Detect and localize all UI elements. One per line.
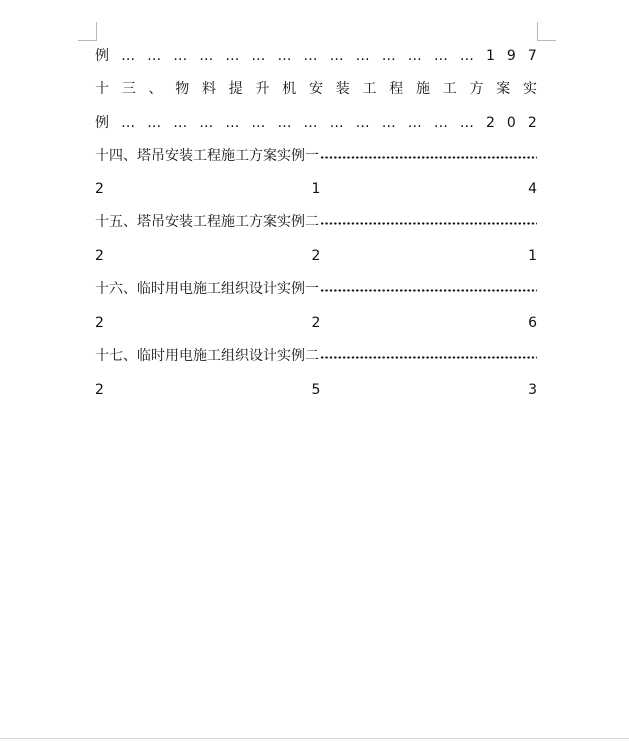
toc-char: 机 xyxy=(282,81,297,97)
toc-entry-title: 十七、临时用电施工组织设计实例二 xyxy=(95,348,319,364)
page-digit: 0 xyxy=(506,115,516,131)
toc-char: 、 xyxy=(148,81,163,97)
page-digit: 6 xyxy=(528,315,537,331)
toc-char: 工 xyxy=(442,81,457,97)
page-digit: 4 xyxy=(528,181,537,197)
toc-entry-14[interactable] xyxy=(95,146,537,166)
toc-char: 升 xyxy=(255,81,270,97)
toc-char: 案 xyxy=(496,81,511,97)
leader-dots xyxy=(320,289,537,292)
leader-dots: … xyxy=(277,115,292,131)
page-digit: 2 xyxy=(485,115,495,131)
leader-dots: … xyxy=(199,115,214,131)
toc-char: 提 xyxy=(228,81,243,97)
page-digit: 2 xyxy=(95,248,104,264)
leader-dots xyxy=(320,222,537,225)
leader-dots xyxy=(320,156,537,159)
toc-line-1 xyxy=(95,46,537,66)
toc-char: 料 xyxy=(202,81,216,97)
leader-dots: … xyxy=(121,48,136,64)
leader-dots: … xyxy=(277,48,292,64)
leader-dots: … xyxy=(173,115,188,131)
page-digit: 1 xyxy=(485,48,495,64)
leader-dots: … xyxy=(303,48,318,64)
toc-line-2 xyxy=(95,79,537,99)
toc-char: 装 xyxy=(335,81,350,97)
margin-marker-top-left xyxy=(78,22,97,41)
toc-line-3 xyxy=(95,113,537,133)
leader-dots: … xyxy=(147,115,162,131)
page-digit: 9 xyxy=(506,48,516,64)
toc-entry-17[interactable] xyxy=(95,346,537,366)
leader-dots: … xyxy=(225,115,240,131)
toc-char: 例 xyxy=(95,48,109,64)
toc-char: 实 xyxy=(523,81,537,97)
page-digit: 5 xyxy=(311,382,321,398)
leader-dots: … xyxy=(147,48,162,64)
toc-char: 施 xyxy=(416,81,430,97)
toc-entry-15-page xyxy=(95,246,537,266)
toc-entry-title: 十六、临时用电施工组织设计实例一 xyxy=(95,281,319,297)
toc-char: 例 xyxy=(95,115,109,131)
toc-char: 十 xyxy=(95,81,109,97)
leader-dots: … xyxy=(459,115,474,131)
leader-dots: … xyxy=(329,48,344,64)
page-digit: 2 xyxy=(311,315,321,331)
leader-dots: … xyxy=(199,48,214,64)
toc-char: 物 xyxy=(175,81,190,97)
toc-entry-title: 十四、塔吊安装工程施工方案实例一 xyxy=(95,148,319,164)
page-bottom-divider xyxy=(0,738,629,739)
page-digit: 7 xyxy=(527,48,537,64)
toc-char: 程 xyxy=(389,81,404,97)
toc-entry-16-page xyxy=(95,313,537,333)
leader-dots: … xyxy=(433,115,448,131)
leader-dots: … xyxy=(251,48,266,64)
leader-dots: … xyxy=(173,48,188,64)
toc-char: 安 xyxy=(309,81,323,97)
leader-dots: … xyxy=(459,48,474,64)
page-digit: 2 xyxy=(527,115,537,131)
toc-char: 方 xyxy=(469,81,484,97)
leader-dots: … xyxy=(355,48,370,64)
margin-marker-top-right xyxy=(537,22,556,41)
leader-dots: … xyxy=(407,115,422,131)
leader-dots: … xyxy=(121,115,136,131)
page-digit: 2 xyxy=(95,315,104,331)
toc-entry-15[interactable] xyxy=(95,212,537,232)
leader-dots xyxy=(320,356,537,359)
page-digit: 2 xyxy=(95,382,104,398)
toc-entry-17-page xyxy=(95,380,537,400)
leader-dots: … xyxy=(225,48,240,64)
toc-entry-16[interactable] xyxy=(95,279,537,299)
leader-dots: … xyxy=(381,48,396,64)
toc-char: 三 xyxy=(121,81,136,97)
leader-dots: … xyxy=(433,48,448,64)
page-digit: 1 xyxy=(528,248,537,264)
toc-entry-title: 十五、塔吊安装工程施工方案实例二 xyxy=(95,214,319,230)
leader-dots: … xyxy=(355,115,370,131)
leader-dots: … xyxy=(407,48,422,64)
leader-dots: … xyxy=(381,115,396,131)
page-digit: 3 xyxy=(528,382,537,398)
toc-entry-14-page xyxy=(95,179,537,199)
page-digit: 2 xyxy=(311,248,321,264)
toc-char: 工 xyxy=(362,81,377,97)
page-digit: 1 xyxy=(311,181,321,197)
leader-dots: … xyxy=(251,115,266,131)
leader-dots: … xyxy=(303,115,318,131)
leader-dots: … xyxy=(329,115,344,131)
page-digit: 2 xyxy=(95,181,104,197)
